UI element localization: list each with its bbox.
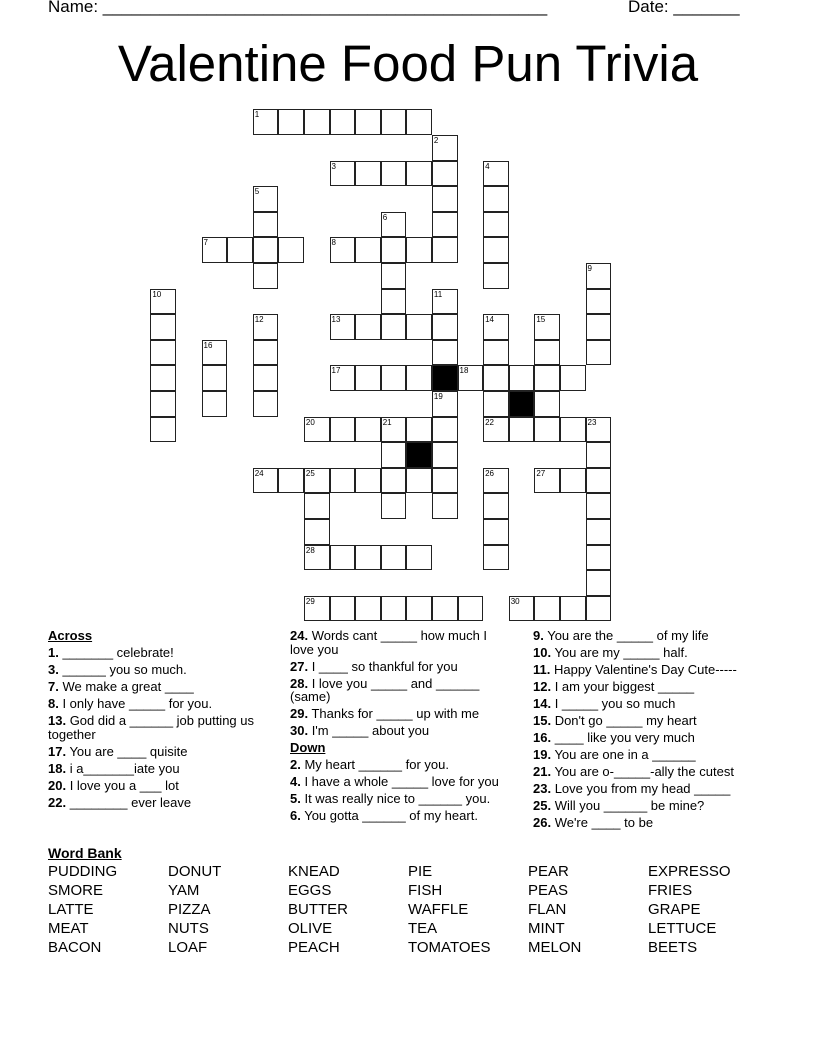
crossword-cell[interactable]	[253, 237, 279, 263]
clue-number: 4	[485, 161, 490, 171]
crossword-cell[interactable]	[150, 314, 176, 340]
word-bank-item: BUTTER	[288, 901, 348, 918]
clue-text: _______ celebrate!	[58, 645, 174, 660]
word-bank-item: PEACH	[288, 939, 340, 956]
crossword-cell[interactable]	[381, 493, 407, 519]
clue-item	[290, 809, 505, 823]
crossword-cell[interactable]	[458, 365, 484, 391]
crossword-cell[interactable]	[432, 161, 458, 187]
crossword-cell[interactable]	[432, 212, 458, 238]
clue-text: Don't go _____ my heart	[551, 713, 697, 728]
word-bank-item: FRIES	[648, 882, 693, 899]
crossword-cell[interactable]	[253, 212, 279, 238]
crossword-cell[interactable]	[432, 340, 458, 366]
clue-number: 20.	[48, 777, 67, 793]
crossword-cell[interactable]	[355, 596, 381, 622]
clue-number: 26	[485, 468, 495, 478]
clue-text: I _____ you so much	[551, 696, 676, 711]
crossword-cell[interactable]	[586, 289, 612, 315]
crossword-cell[interactable]	[586, 596, 612, 622]
crossword-cell[interactable]	[253, 365, 279, 391]
crossword-cell[interactable]	[355, 237, 381, 263]
clue-number: 24	[254, 468, 264, 478]
crossword-cell[interactable]	[586, 570, 612, 596]
crossword-cell[interactable]	[355, 109, 381, 135]
clue-number: 19	[433, 391, 443, 401]
clue-item	[48, 714, 283, 741]
clue-text: I love you _____ and ______ (same)	[290, 675, 480, 704]
crossword-cell[interactable]	[330, 596, 356, 622]
clue-text: My heart ______ for you.	[300, 757, 449, 772]
word-bank-item: OLIVE	[288, 920, 333, 937]
crossword-cell[interactable]	[586, 340, 612, 366]
clue-text: I only have _____ for you.	[58, 696, 213, 711]
crossword-cell[interactable]	[432, 417, 458, 443]
crossword-cell[interactable]	[483, 161, 509, 187]
crossword-cell[interactable]	[330, 314, 356, 340]
word-bank-item: WAFFLE	[408, 901, 469, 918]
crossword-cell[interactable]	[253, 340, 279, 366]
crossword-cell[interactable]	[534, 468, 560, 494]
clue-item	[533, 646, 768, 660]
clue-number: 13.	[48, 713, 67, 728]
clue-number: 28.	[290, 675, 309, 691]
crossword-cell[interactable]	[509, 417, 535, 443]
clue-number: 2.	[290, 757, 301, 772]
crossword-cell[interactable]	[150, 340, 176, 366]
clue-number: 19.	[533, 747, 552, 762]
crossword-cell[interactable]	[304, 545, 330, 571]
clue-text: You are o-_____-ally the cutest	[551, 764, 734, 779]
clue-number: 30.	[290, 723, 309, 738]
crossword-cell[interactable]	[483, 519, 509, 545]
crossword-cell[interactable]	[534, 391, 560, 417]
clue-number: 9	[587, 263, 592, 273]
crossword-cell[interactable]	[150, 289, 176, 315]
clue-item	[533, 731, 768, 745]
clue-item	[533, 748, 768, 762]
clue-item	[48, 796, 283, 810]
crossword-cell[interactable]	[534, 417, 560, 443]
clue-text: We're ____ to be	[551, 815, 654, 830]
clue-text: I'm _____ about you	[308, 723, 430, 738]
crossword-cell[interactable]	[483, 263, 509, 289]
clue-number: 7.	[48, 679, 59, 694]
word-bank-item: NUTS	[168, 920, 209, 937]
clue-number: 18.	[48, 760, 67, 776]
clue-text: ____ like you very much	[551, 730, 695, 745]
crossword-cell[interactable]	[509, 596, 535, 622]
clue-text: Thanks for _____ up with me	[308, 706, 480, 721]
crossword-cell[interactable]	[432, 442, 458, 468]
clue-item	[48, 646, 283, 660]
crossword-cell[interactable]	[586, 263, 612, 289]
clue-number: 18	[459, 366, 469, 376]
clue-number: 8	[331, 238, 336, 248]
word-bank-item: GRAPE	[648, 901, 701, 918]
clue-text: You gotta ______ of my heart.	[300, 808, 478, 823]
clue-item	[290, 775, 505, 789]
crossword-cell[interactable]	[509, 365, 535, 391]
crossword-cell[interactable]	[406, 365, 432, 391]
clue-number: 8.	[48, 696, 59, 711]
clue-text: It was really nice to ______ you.	[300, 791, 491, 806]
crossword-cell[interactable]	[534, 314, 560, 340]
word-bank-item: DONUT	[168, 863, 222, 880]
crossword-cell[interactable]	[406, 596, 432, 622]
crossword-cell[interactable]	[458, 596, 484, 622]
crossword-cell[interactable]	[586, 545, 612, 571]
crossword-cell[interactable]	[381, 596, 407, 622]
clue-number: 25.	[533, 798, 552, 813]
crossword-cell[interactable]	[560, 417, 586, 443]
clue-item	[533, 765, 768, 779]
clue-item	[290, 792, 505, 806]
crossword-cell[interactable]	[330, 237, 356, 263]
crossword-cell[interactable]	[381, 237, 407, 263]
crossword-cell[interactable]	[586, 468, 612, 494]
crossword-cell[interactable]	[483, 365, 509, 391]
word-bank-item: EGGS	[288, 882, 332, 899]
word-bank-item: PEAS	[528, 882, 569, 899]
crossword-cell[interactable]	[483, 391, 509, 417]
crossword-cell[interactable]	[381, 314, 407, 340]
word-bank-item: MEAT	[48, 920, 89, 937]
clue-item	[48, 680, 283, 694]
crossword-cell[interactable]	[560, 365, 586, 391]
clue-number: 20	[305, 417, 315, 427]
clue-item	[48, 663, 283, 677]
word-bank-item: PIE	[408, 863, 433, 880]
crossword-cell[interactable]	[330, 417, 356, 443]
clue-number: 6.	[290, 808, 301, 823]
word-bank-title: Word Bank	[48, 845, 122, 861]
clue-number: 3	[331, 161, 336, 171]
black-cell	[432, 365, 458, 391]
clue-text: We make a great ____	[58, 679, 194, 694]
word-bank-item: TOMATOES	[408, 939, 491, 956]
clue-text: ________ ever leave	[66, 794, 192, 810]
word-bank-item: TEA	[408, 920, 438, 937]
crossword-cell[interactable]	[483, 237, 509, 263]
clue-number: 22	[485, 417, 495, 427]
clue-item	[533, 663, 768, 677]
crossword-cell[interactable]	[381, 263, 407, 289]
clue-number: 27.	[290, 658, 309, 674]
crossword-cell[interactable]	[202, 365, 228, 391]
clue-number: 14.	[533, 696, 552, 711]
crossword-cell[interactable]	[381, 212, 407, 238]
clue-item	[290, 660, 505, 674]
crossword-cell[interactable]	[355, 545, 381, 571]
crossword-cell[interactable]	[483, 545, 509, 571]
clue-text: You are the _____ of my life	[543, 628, 709, 643]
clue-number: 1.	[48, 645, 59, 660]
clue-text: You are ____ quisite	[66, 743, 188, 759]
date-field-label: Date: _______	[628, 0, 740, 16]
clue-item	[48, 697, 283, 711]
word-bank-item: LOAF	[168, 939, 208, 956]
crossword-cell[interactable]	[227, 237, 253, 263]
crossword-cell[interactable]	[432, 289, 458, 315]
word-bank-item: PIZZA	[168, 901, 211, 918]
crossword-cell[interactable]	[253, 109, 279, 135]
crossword-cell[interactable]	[330, 109, 356, 135]
crossword-cell[interactable]	[202, 237, 228, 263]
crossword-cell[interactable]	[483, 314, 509, 340]
crossword-cell[interactable]	[253, 468, 279, 494]
crossword-cell[interactable]	[586, 314, 612, 340]
clue-number: 11	[433, 289, 443, 299]
crossword-cell[interactable]	[330, 545, 356, 571]
clue-text: Words cant _____ how much I love you	[290, 628, 488, 657]
clue-number: 12	[254, 315, 264, 325]
crossword-cell[interactable]	[483, 493, 509, 519]
crossword-cell[interactable]	[483, 340, 509, 366]
black-cell	[509, 391, 535, 417]
clue-number: 11.	[533, 662, 551, 677]
crossword-cell[interactable]	[483, 417, 509, 443]
crossword-cell[interactable]	[304, 519, 330, 545]
word-bank-item: MINT	[528, 920, 565, 937]
clue-text: You are one in a ______	[551, 747, 696, 762]
clue-item	[533, 816, 768, 830]
crossword-cell[interactable]	[406, 468, 432, 494]
clue-number: 4.	[290, 774, 301, 789]
clue-item	[533, 629, 768, 643]
crossword-cell[interactable]	[432, 186, 458, 212]
clue-number: 13	[331, 315, 341, 325]
clue-number: 29	[305, 596, 315, 606]
crossword-cell[interactable]	[432, 237, 458, 263]
crossword-cell[interactable]	[432, 596, 458, 622]
crossword-cell[interactable]	[586, 417, 612, 443]
clue-number: 24.	[290, 628, 309, 643]
crossword-cell[interactable]	[534, 596, 560, 622]
crossword-cell[interactable]	[381, 468, 407, 494]
crossword-cell[interactable]	[381, 289, 407, 315]
crossword-cell[interactable]	[432, 391, 458, 417]
clue-item	[533, 714, 768, 728]
clue-item	[290, 707, 505, 721]
word-bank-item: PEAR	[528, 863, 569, 880]
crossword-cell[interactable]	[304, 493, 330, 519]
crossword-cell[interactable]	[253, 391, 279, 417]
crossword-cell[interactable]	[304, 596, 330, 622]
crossword-cell[interactable]	[304, 417, 330, 443]
clue-number: 23	[587, 417, 597, 427]
crossword-cell[interactable]	[406, 417, 432, 443]
clue-number: 6	[382, 212, 388, 222]
page-title: Valentine Food Pun Trivia	[117, 35, 699, 92]
crossword-cell[interactable]	[202, 340, 228, 366]
clue-number: 17	[331, 366, 341, 376]
crossword-cell[interactable]	[586, 442, 612, 468]
crossword-cell[interactable]	[432, 493, 458, 519]
clue-item	[533, 697, 768, 711]
clue-number: 29.	[290, 706, 309, 721]
clue-number: 12.	[533, 679, 552, 694]
crossword-cell[interactable]	[381, 365, 407, 391]
clue-number: 10	[152, 289, 162, 299]
crossword-cell[interactable]	[253, 186, 279, 212]
clue-number: 1	[254, 110, 260, 120]
word-bank-item: LETTUCE	[648, 920, 717, 937]
word-bank-item: BACON	[48, 939, 102, 956]
crossword-cell[interactable]	[432, 135, 458, 161]
crossword-cell[interactable]	[560, 468, 586, 494]
clue-item	[533, 680, 768, 694]
clue-text: i a_______iate you	[66, 760, 180, 776]
crossword-cell[interactable]	[406, 314, 432, 340]
clue-number: 5	[254, 187, 260, 197]
crossword-cell[interactable]	[304, 468, 330, 494]
clue-number: 14	[485, 315, 495, 325]
crossword-cell[interactable]	[278, 468, 304, 494]
word-bank-item: YAM	[168, 882, 200, 899]
crossword-cell[interactable]	[150, 365, 176, 391]
clue-item	[48, 745, 283, 759]
crossword-cell[interactable]	[586, 493, 612, 519]
crossword-cell[interactable]	[406, 545, 432, 571]
crossword-cell[interactable]	[355, 314, 381, 340]
clue-item	[290, 758, 505, 772]
clues-column-1	[48, 629, 283, 813]
crossword-cell[interactable]	[381, 545, 407, 571]
across-heading: Across	[48, 628, 93, 643]
crossword-cell[interactable]	[534, 340, 560, 366]
clue-number: 16.	[533, 730, 552, 745]
crossword-cell[interactable]	[432, 468, 458, 494]
clue-number: 21	[382, 417, 392, 427]
clue-text: Will you ______ be mine?	[551, 798, 705, 813]
clue-number: 23.	[533, 781, 552, 796]
crossword-cell[interactable]	[560, 596, 586, 622]
word-bank-item: PUDDING	[48, 863, 118, 880]
crossword-cell[interactable]	[355, 417, 381, 443]
crossword-cell[interactable]	[406, 161, 432, 187]
word-bank-item: FISH	[408, 882, 443, 899]
clue-number: 15.	[533, 713, 552, 728]
crossword-cell[interactable]	[381, 161, 407, 187]
clue-item	[533, 799, 768, 813]
clue-text: God did a ______ job putting us together	[48, 713, 255, 742]
crossword-cell[interactable]	[202, 391, 228, 417]
clue-text: I ____ so thankful for you	[308, 658, 458, 674]
clue-item	[290, 724, 505, 738]
crossword-cell[interactable]	[406, 237, 432, 263]
clue-item	[290, 629, 505, 656]
crossword-cell[interactable]	[355, 468, 381, 494]
clue-text: Love you from my head _____	[551, 781, 731, 796]
clue-number: 21.	[533, 764, 552, 779]
clue-number: 25	[305, 468, 315, 478]
crossword-cell[interactable]	[304, 109, 330, 135]
word-bank-item: LATTE	[48, 901, 94, 918]
clue-item	[48, 779, 283, 793]
clues-column-3	[533, 629, 768, 833]
clue-number: 22.	[48, 794, 67, 810]
clue-number: 17.	[48, 743, 67, 759]
clue-number: 28	[305, 545, 315, 555]
crossword-cell[interactable]	[330, 468, 356, 494]
crossword-cell[interactable]	[381, 442, 407, 468]
crossword-cell[interactable]	[330, 365, 356, 391]
crossword-cell[interactable]	[253, 263, 279, 289]
black-cell	[406, 442, 432, 468]
clue-number: 16	[203, 340, 213, 350]
crossword-cell[interactable]	[278, 109, 304, 135]
clue-number: 7	[203, 238, 208, 248]
crossword-cell[interactable]	[355, 365, 381, 391]
crossword-cell[interactable]	[406, 109, 432, 135]
crossword-cell[interactable]	[253, 314, 279, 340]
crossword-cell[interactable]	[355, 161, 381, 187]
crossword-cell[interactable]	[534, 365, 560, 391]
crossword-cell[interactable]	[432, 314, 458, 340]
clue-text: Happy Valentine's Day Cute-----	[550, 662, 737, 677]
crossword-cell[interactable]	[278, 237, 304, 263]
clue-text: I have a whole _____ love for you	[300, 774, 499, 789]
clue-item	[290, 677, 505, 704]
down-heading: Down	[290, 740, 326, 755]
name-field-label: Name: _______________________________________________	[48, 0, 548, 16]
clue-text: ______ you so much.	[58, 662, 187, 677]
word-bank-item: BEETS	[648, 939, 698, 956]
clues-column-2	[290, 629, 505, 826]
clue-number: 15	[536, 315, 546, 325]
clue-number: 3.	[48, 662, 59, 677]
clue-number: 2	[433, 135, 439, 145]
clue-item	[48, 762, 283, 776]
word-bank-item: SMORE	[48, 882, 104, 899]
crossword-cell[interactable]	[483, 468, 509, 494]
word-bank-item: KNEAD	[288, 863, 340, 880]
word-bank-item: FLAN	[528, 901, 567, 918]
clue-number: 26.	[533, 815, 552, 830]
clue-number: 9.	[533, 628, 544, 643]
word-bank-item: MELON	[528, 939, 582, 956]
crossword-cell[interactable]	[483, 212, 509, 238]
clue-item	[533, 782, 768, 796]
clue-text: I love you a ___ lot	[66, 777, 179, 793]
crossword-cell[interactable]	[586, 519, 612, 545]
clue-number: 27	[536, 468, 546, 478]
crossword-cell[interactable]	[150, 417, 176, 443]
clue-text: I am your biggest _____	[551, 679, 695, 694]
crossword-cell[interactable]	[330, 161, 356, 187]
clue-number: 5.	[290, 791, 301, 806]
clue-text: You are my _____ half.	[551, 645, 688, 660]
clue-number: 30	[510, 596, 520, 606]
clue-number: 10.	[533, 645, 552, 660]
crossword-cell[interactable]	[483, 186, 509, 212]
word-bank-item: EXPRESSO	[648, 863, 731, 880]
crossword-cell[interactable]	[381, 109, 407, 135]
crossword-cell[interactable]	[150, 391, 176, 417]
crossword-cell[interactable]	[381, 417, 407, 443]
